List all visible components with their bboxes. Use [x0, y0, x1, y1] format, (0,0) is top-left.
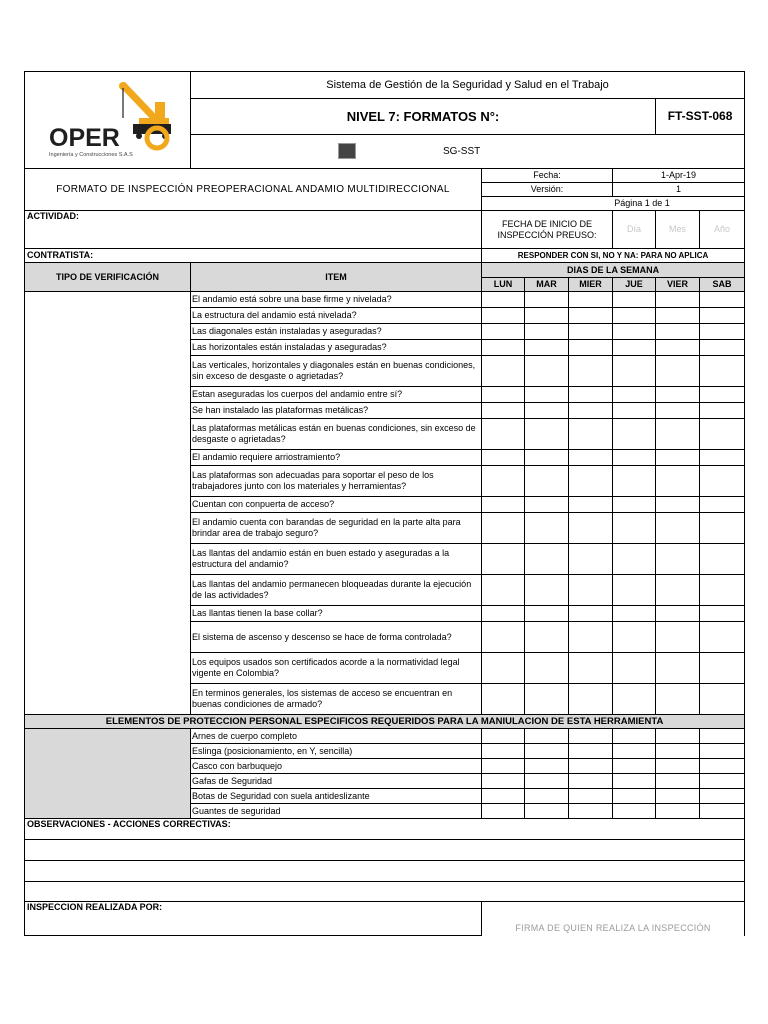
item-11-mar-cell[interactable]	[525, 497, 569, 513]
item-14-mier-cell[interactable]	[569, 575, 613, 606]
epp-5-jue-cell[interactable]	[613, 789, 656, 804]
form-table	[24, 71, 745, 936]
system-title: Sistema de Gestión de la Seguridad y Salud en el Trabajo	[191, 72, 745, 99]
item-9-vier-cell[interactable]	[656, 450, 700, 466]
item-1-sab-cell[interactable]	[700, 292, 745, 308]
item-text: El sistema de ascenso y descenso se hace de forma controlada?	[191, 622, 482, 653]
item-16-sab-cell[interactable]	[700, 622, 745, 653]
item-15-sab-cell[interactable]	[700, 606, 745, 622]
item-4-vier-cell[interactable]	[656, 340, 700, 356]
item-11-mier-cell[interactable]	[569, 497, 613, 513]
item-16-lun-cell[interactable]	[482, 622, 525, 653]
epp-4-lun-cell[interactable]	[482, 774, 525, 789]
fecha-value: 1-Apr-19	[613, 169, 745, 183]
item-13-lun-cell[interactable]	[482, 544, 525, 575]
observaciones-label: OBSERVACIONES - ACCIONES CORRECTIVAS:	[25, 819, 745, 840]
item-2-mar-cell[interactable]	[525, 308, 569, 324]
item-6-sab-cell[interactable]	[700, 387, 745, 403]
epp-6-vier-cell[interactable]	[656, 804, 700, 819]
nivel-title: NIVEL 7: FORMATOS N°:	[191, 99, 656, 135]
epp-section-title: ELEMENTOS DE PROTECCION PERSONAL ESPECIFICOS REQUERIDOS PARA LA MANIULACION DE ESTA HERRAMIENTA	[25, 715, 745, 729]
item-18-mier-cell[interactable]	[569, 684, 613, 715]
item-6-mar-cell[interactable]	[525, 387, 569, 403]
anio-field[interactable]: Año	[700, 211, 745, 249]
epp-row	[25, 729, 745, 744]
item-8-sab-cell[interactable]	[700, 419, 745, 450]
item-11-jue-cell[interactable]	[613, 497, 656, 513]
item-16-jue-cell[interactable]	[613, 622, 656, 653]
version-value: 1	[613, 183, 745, 197]
item-3-mar-cell[interactable]	[525, 324, 569, 340]
item-10-jue-cell[interactable]	[613, 466, 656, 497]
item-text: El andamio requiere arriostramiento?	[191, 450, 482, 466]
epp-1-lun-cell[interactable]	[482, 729, 525, 744]
item-10-vier-cell[interactable]	[656, 466, 700, 497]
item-4-sab-cell[interactable]	[700, 340, 745, 356]
epp-3-mar-cell[interactable]	[525, 759, 569, 774]
inspeccion-por-field[interactable]: INSPECCION REALIZADA POR:	[25, 902, 482, 936]
item-15-mar-cell[interactable]	[525, 606, 569, 622]
item-2-vier-cell[interactable]	[656, 308, 700, 324]
item-18-lun-cell[interactable]	[482, 684, 525, 715]
item-3-jue-cell[interactable]	[613, 324, 656, 340]
item-17-lun-cell[interactable]	[482, 653, 525, 684]
fecha-inicio-label: FECHA DE INICIO DE INSPECCIÓN PREUSO:	[482, 211, 613, 249]
epp-2-vier-cell[interactable]	[656, 744, 700, 759]
epp-3-jue-cell[interactable]	[613, 759, 656, 774]
item-2-sab-cell[interactable]	[700, 308, 745, 324]
epp-2-lun-cell[interactable]	[482, 744, 525, 759]
crane-logo-icon	[27, 74, 187, 164]
item-6-mier-cell[interactable]	[569, 387, 613, 403]
observaciones-line-1[interactable]	[25, 840, 745, 861]
company-logo	[25, 72, 191, 169]
epp-6-sab-cell[interactable]	[700, 804, 745, 819]
responder-note: RESPONDER CON SI, NO Y NA: PARA NO APLICA	[482, 249, 745, 263]
pagina: Página 1 de 1	[482, 197, 745, 211]
svg-text:OPER: OPER	[49, 123, 120, 152]
epp-1-jue-cell[interactable]	[613, 729, 656, 744]
item-8-lun-cell[interactable]	[482, 419, 525, 450]
item-9-lun-cell[interactable]	[482, 450, 525, 466]
item-7-vier-cell[interactable]	[656, 403, 700, 419]
item-14-jue-cell[interactable]	[613, 575, 656, 606]
item-16-mier-cell[interactable]	[569, 622, 613, 653]
item-7-mier-cell[interactable]	[569, 403, 613, 419]
item-17-mar-cell[interactable]	[525, 653, 569, 684]
item-text: El andamio cuenta con barandas de seguridad en la parte alta para brindar area de trabajo seguro?	[191, 513, 482, 544]
item-5-lun-cell[interactable]	[482, 356, 525, 387]
item-18-mar-cell[interactable]	[525, 684, 569, 715]
epp-item: Casco con barbuquejo	[191, 759, 482, 774]
epp-1-mier-cell[interactable]	[569, 729, 613, 744]
firma-field[interactable]: FIRMA DE QUIEN REALIZA LA INSPECCIÓN	[482, 902, 745, 936]
item-4-jue-cell[interactable]	[613, 340, 656, 356]
table-row	[25, 292, 745, 308]
item-9-mier-cell[interactable]	[569, 450, 613, 466]
item-7-lun-cell[interactable]	[482, 403, 525, 419]
item-5-mar-cell[interactable]	[525, 356, 569, 387]
contratista-field[interactable]: CONTRATISTA:	[25, 249, 482, 263]
epp-2-mier-cell[interactable]	[569, 744, 613, 759]
item-header: ITEM	[191, 263, 482, 292]
item-4-lun-cell[interactable]	[482, 340, 525, 356]
item-text: Las verticales, horizontales y diagonales están en buenas condiciones, sin exceso de desgaste o agrietadas?	[191, 356, 482, 387]
item-10-lun-cell[interactable]	[482, 466, 525, 497]
epp-3-mier-cell[interactable]	[569, 759, 613, 774]
epp-6-mier-cell[interactable]	[569, 804, 613, 819]
epp-6-lun-cell[interactable]	[482, 804, 525, 819]
form-title: FORMATO DE INSPECCIÓN PREOPERACIONAL ANDAMIO MULTIDIRECCIONAL	[25, 169, 482, 211]
item-13-mier-cell[interactable]	[569, 544, 613, 575]
epp-2-sab-cell[interactable]	[700, 744, 745, 759]
svg-text:Ingeniería y Construcciones S.: Ingeniería y Construcciones S.A.S	[49, 151, 133, 158]
form-code: FT-SST-068	[656, 99, 745, 135]
epp-6-jue-cell[interactable]	[613, 804, 656, 819]
item-15-lun-cell[interactable]	[482, 606, 525, 622]
item-12-vier-cell[interactable]	[656, 513, 700, 544]
item-15-vier-cell[interactable]	[656, 606, 700, 622]
sg-sst-cell	[191, 135, 745, 169]
day-header-jue: JUE	[613, 278, 656, 292]
version-label: Versión:	[482, 183, 613, 197]
tipo-header: TIPO DE VERIFICACIÓN	[25, 263, 191, 292]
item-7-mar-cell[interactable]	[525, 403, 569, 419]
item-text: Las diagonales están instaladas y aseguradas?	[191, 324, 482, 340]
epp-item: Gafas de Seguridad	[191, 774, 482, 789]
item-2-mier-cell[interactable]	[569, 308, 613, 324]
item-13-jue-cell[interactable]	[613, 544, 656, 575]
epp-5-lun-cell[interactable]	[482, 789, 525, 804]
tipo-cell[interactable]	[25, 292, 191, 715]
item-5-jue-cell[interactable]	[613, 356, 656, 387]
sg-sst-label: SG-SST	[443, 146, 481, 157]
dia-field[interactable]: Día	[613, 211, 656, 249]
epp-3-vier-cell[interactable]	[656, 759, 700, 774]
item-6-jue-cell[interactable]	[613, 387, 656, 403]
epp-2-jue-cell[interactable]	[613, 744, 656, 759]
item-15-mier-cell[interactable]	[569, 606, 613, 622]
item-text: Las horizontales están instaladas y aseguradas?	[191, 340, 482, 356]
epp-4-jue-cell[interactable]	[613, 774, 656, 789]
item-18-vier-cell[interactable]	[656, 684, 700, 715]
item-14-sab-cell[interactable]	[700, 575, 745, 606]
epp-2-mar-cell[interactable]	[525, 744, 569, 759]
item-2-jue-cell[interactable]	[613, 308, 656, 324]
item-17-sab-cell[interactable]	[700, 653, 745, 684]
day-header-vier: VIER	[656, 278, 700, 292]
item-8-jue-cell[interactable]	[613, 419, 656, 450]
day-header-mier: MIER	[569, 278, 613, 292]
item-text: El andamio está sobre una base firme y nivelada?	[191, 292, 482, 308]
item-16-vier-cell[interactable]	[656, 622, 700, 653]
item-text: Cuentan con conpuerta de acceso?	[191, 497, 482, 513]
epp-item: Guantes de seguridad	[191, 804, 482, 819]
item-7-sab-cell[interactable]	[700, 403, 745, 419]
item-12-sab-cell[interactable]	[700, 513, 745, 544]
item-18-sab-cell[interactable]	[700, 684, 745, 715]
item-11-vier-cell[interactable]	[656, 497, 700, 513]
fecha-label: Fecha:	[482, 169, 613, 183]
item-6-vier-cell[interactable]	[656, 387, 700, 403]
item-text: Estan aseguradas los cuerpos del andamio entre sí?	[191, 387, 482, 403]
epp-4-vier-cell[interactable]	[656, 774, 700, 789]
epp-1-mar-cell[interactable]	[525, 729, 569, 744]
epp-1-sab-cell[interactable]	[700, 729, 745, 744]
actividad-field[interactable]: ACTIVIDAD:	[25, 211, 482, 249]
document-icon	[338, 143, 356, 159]
item-14-lun-cell[interactable]	[482, 575, 525, 606]
observaciones-line-2[interactable]	[25, 861, 745, 882]
item-12-jue-cell[interactable]	[613, 513, 656, 544]
item-8-mar-cell[interactable]	[525, 419, 569, 450]
item-8-vier-cell[interactable]	[656, 419, 700, 450]
epp-1-vier-cell[interactable]	[656, 729, 700, 744]
item-5-sab-cell[interactable]	[700, 356, 745, 387]
epp-4-mar-cell[interactable]	[525, 774, 569, 789]
item-text: Las llantas tienen la base collar?	[191, 606, 482, 622]
item-6-lun-cell[interactable]	[482, 387, 525, 403]
item-text: En terminos generales, los sistemas de acceso se encuentran en buenas condiciones de armado?	[191, 684, 482, 715]
item-17-jue-cell[interactable]	[613, 653, 656, 684]
epp-5-mar-cell[interactable]	[525, 789, 569, 804]
epp-4-sab-cell[interactable]	[700, 774, 745, 789]
item-13-vier-cell[interactable]	[656, 544, 700, 575]
item-12-mar-cell[interactable]	[525, 513, 569, 544]
item-12-mier-cell[interactable]	[569, 513, 613, 544]
item-4-mar-cell[interactable]	[525, 340, 569, 356]
item-4-mier-cell[interactable]	[569, 340, 613, 356]
item-1-mar-cell[interactable]	[525, 292, 569, 308]
inspection-form	[24, 71, 744, 936]
item-17-vier-cell[interactable]	[656, 653, 700, 684]
item-13-mar-cell[interactable]	[525, 544, 569, 575]
epp-5-sab-cell[interactable]	[700, 789, 745, 804]
item-text: Se han instalado las plataformas metálicas?	[191, 403, 482, 419]
item-1-vier-cell[interactable]	[656, 292, 700, 308]
epp-item: Botas de Seguridad con suela antideslizante	[191, 789, 482, 804]
item-2-lun-cell[interactable]	[482, 308, 525, 324]
epp-4-mier-cell[interactable]	[569, 774, 613, 789]
epp-5-mier-cell[interactable]	[569, 789, 613, 804]
item-3-vier-cell[interactable]	[656, 324, 700, 340]
item-text: Las llantas del andamio están en buen estado y aseguradas a la estructura del andamio?	[191, 544, 482, 575]
item-11-lun-cell[interactable]	[482, 497, 525, 513]
item-10-sab-cell[interactable]	[700, 466, 745, 497]
item-15-jue-cell[interactable]	[613, 606, 656, 622]
item-10-mier-cell[interactable]	[569, 466, 613, 497]
item-text: Las plataformas son adecuadas para soportar el peso de los trabajadores junto con los materiales y herramientas?	[191, 466, 482, 497]
item-9-sab-cell[interactable]	[700, 450, 745, 466]
item-13-sab-cell[interactable]	[700, 544, 745, 575]
item-text: Las llantas del andamio permanecen bloqueadas durante la ejecución de las actividades?	[191, 575, 482, 606]
epp-item: Arnes de cuerpo completo	[191, 729, 482, 744]
item-14-vier-cell[interactable]	[656, 575, 700, 606]
item-8-mier-cell[interactable]	[569, 419, 613, 450]
item-5-vier-cell[interactable]	[656, 356, 700, 387]
item-3-lun-cell[interactable]	[482, 324, 525, 340]
item-1-lun-cell[interactable]	[482, 292, 525, 308]
epp-3-lun-cell[interactable]	[482, 759, 525, 774]
item-10-mar-cell[interactable]	[525, 466, 569, 497]
item-1-jue-cell[interactable]	[613, 292, 656, 308]
item-14-mar-cell[interactable]	[525, 575, 569, 606]
dias-header: DIAS DE LA SEMANA	[482, 263, 745, 278]
epp-5-vier-cell[interactable]	[656, 789, 700, 804]
item-text: La estructura del andamio está nivelada?	[191, 308, 482, 324]
day-header-mar: MAR	[525, 278, 569, 292]
item-16-mar-cell[interactable]	[525, 622, 569, 653]
item-9-jue-cell[interactable]	[613, 450, 656, 466]
epp-gray-cell	[25, 729, 191, 819]
item-5-mier-cell[interactable]	[569, 356, 613, 387]
item-text: Las plataformas metálicas están en buenas condiciones, sin exceso de desgaste o agrietadas?	[191, 419, 482, 450]
mes-field[interactable]: Mes	[656, 211, 700, 249]
epp-item: Eslinga (posicionamiento, en Y, sencilla)	[191, 744, 482, 759]
item-text: Los equipos usados son certificados acorde a la normatividad legal vigente en Colombia?	[191, 653, 482, 684]
item-1-mier-cell[interactable]	[569, 292, 613, 308]
item-18-jue-cell[interactable]	[613, 684, 656, 715]
item-12-lun-cell[interactable]	[482, 513, 525, 544]
item-17-mier-cell[interactable]	[569, 653, 613, 684]
item-3-sab-cell[interactable]	[700, 324, 745, 340]
epp-6-mar-cell[interactable]	[525, 804, 569, 819]
day-header-sab: SAB	[700, 278, 745, 292]
day-header-lun: LUN	[482, 278, 525, 292]
item-9-mar-cell[interactable]	[525, 450, 569, 466]
item-11-sab-cell[interactable]	[700, 497, 745, 513]
item-7-jue-cell[interactable]	[613, 403, 656, 419]
observaciones-line-3[interactable]	[25, 882, 745, 902]
item-3-mier-cell[interactable]	[569, 324, 613, 340]
epp-3-sab-cell[interactable]	[700, 759, 745, 774]
